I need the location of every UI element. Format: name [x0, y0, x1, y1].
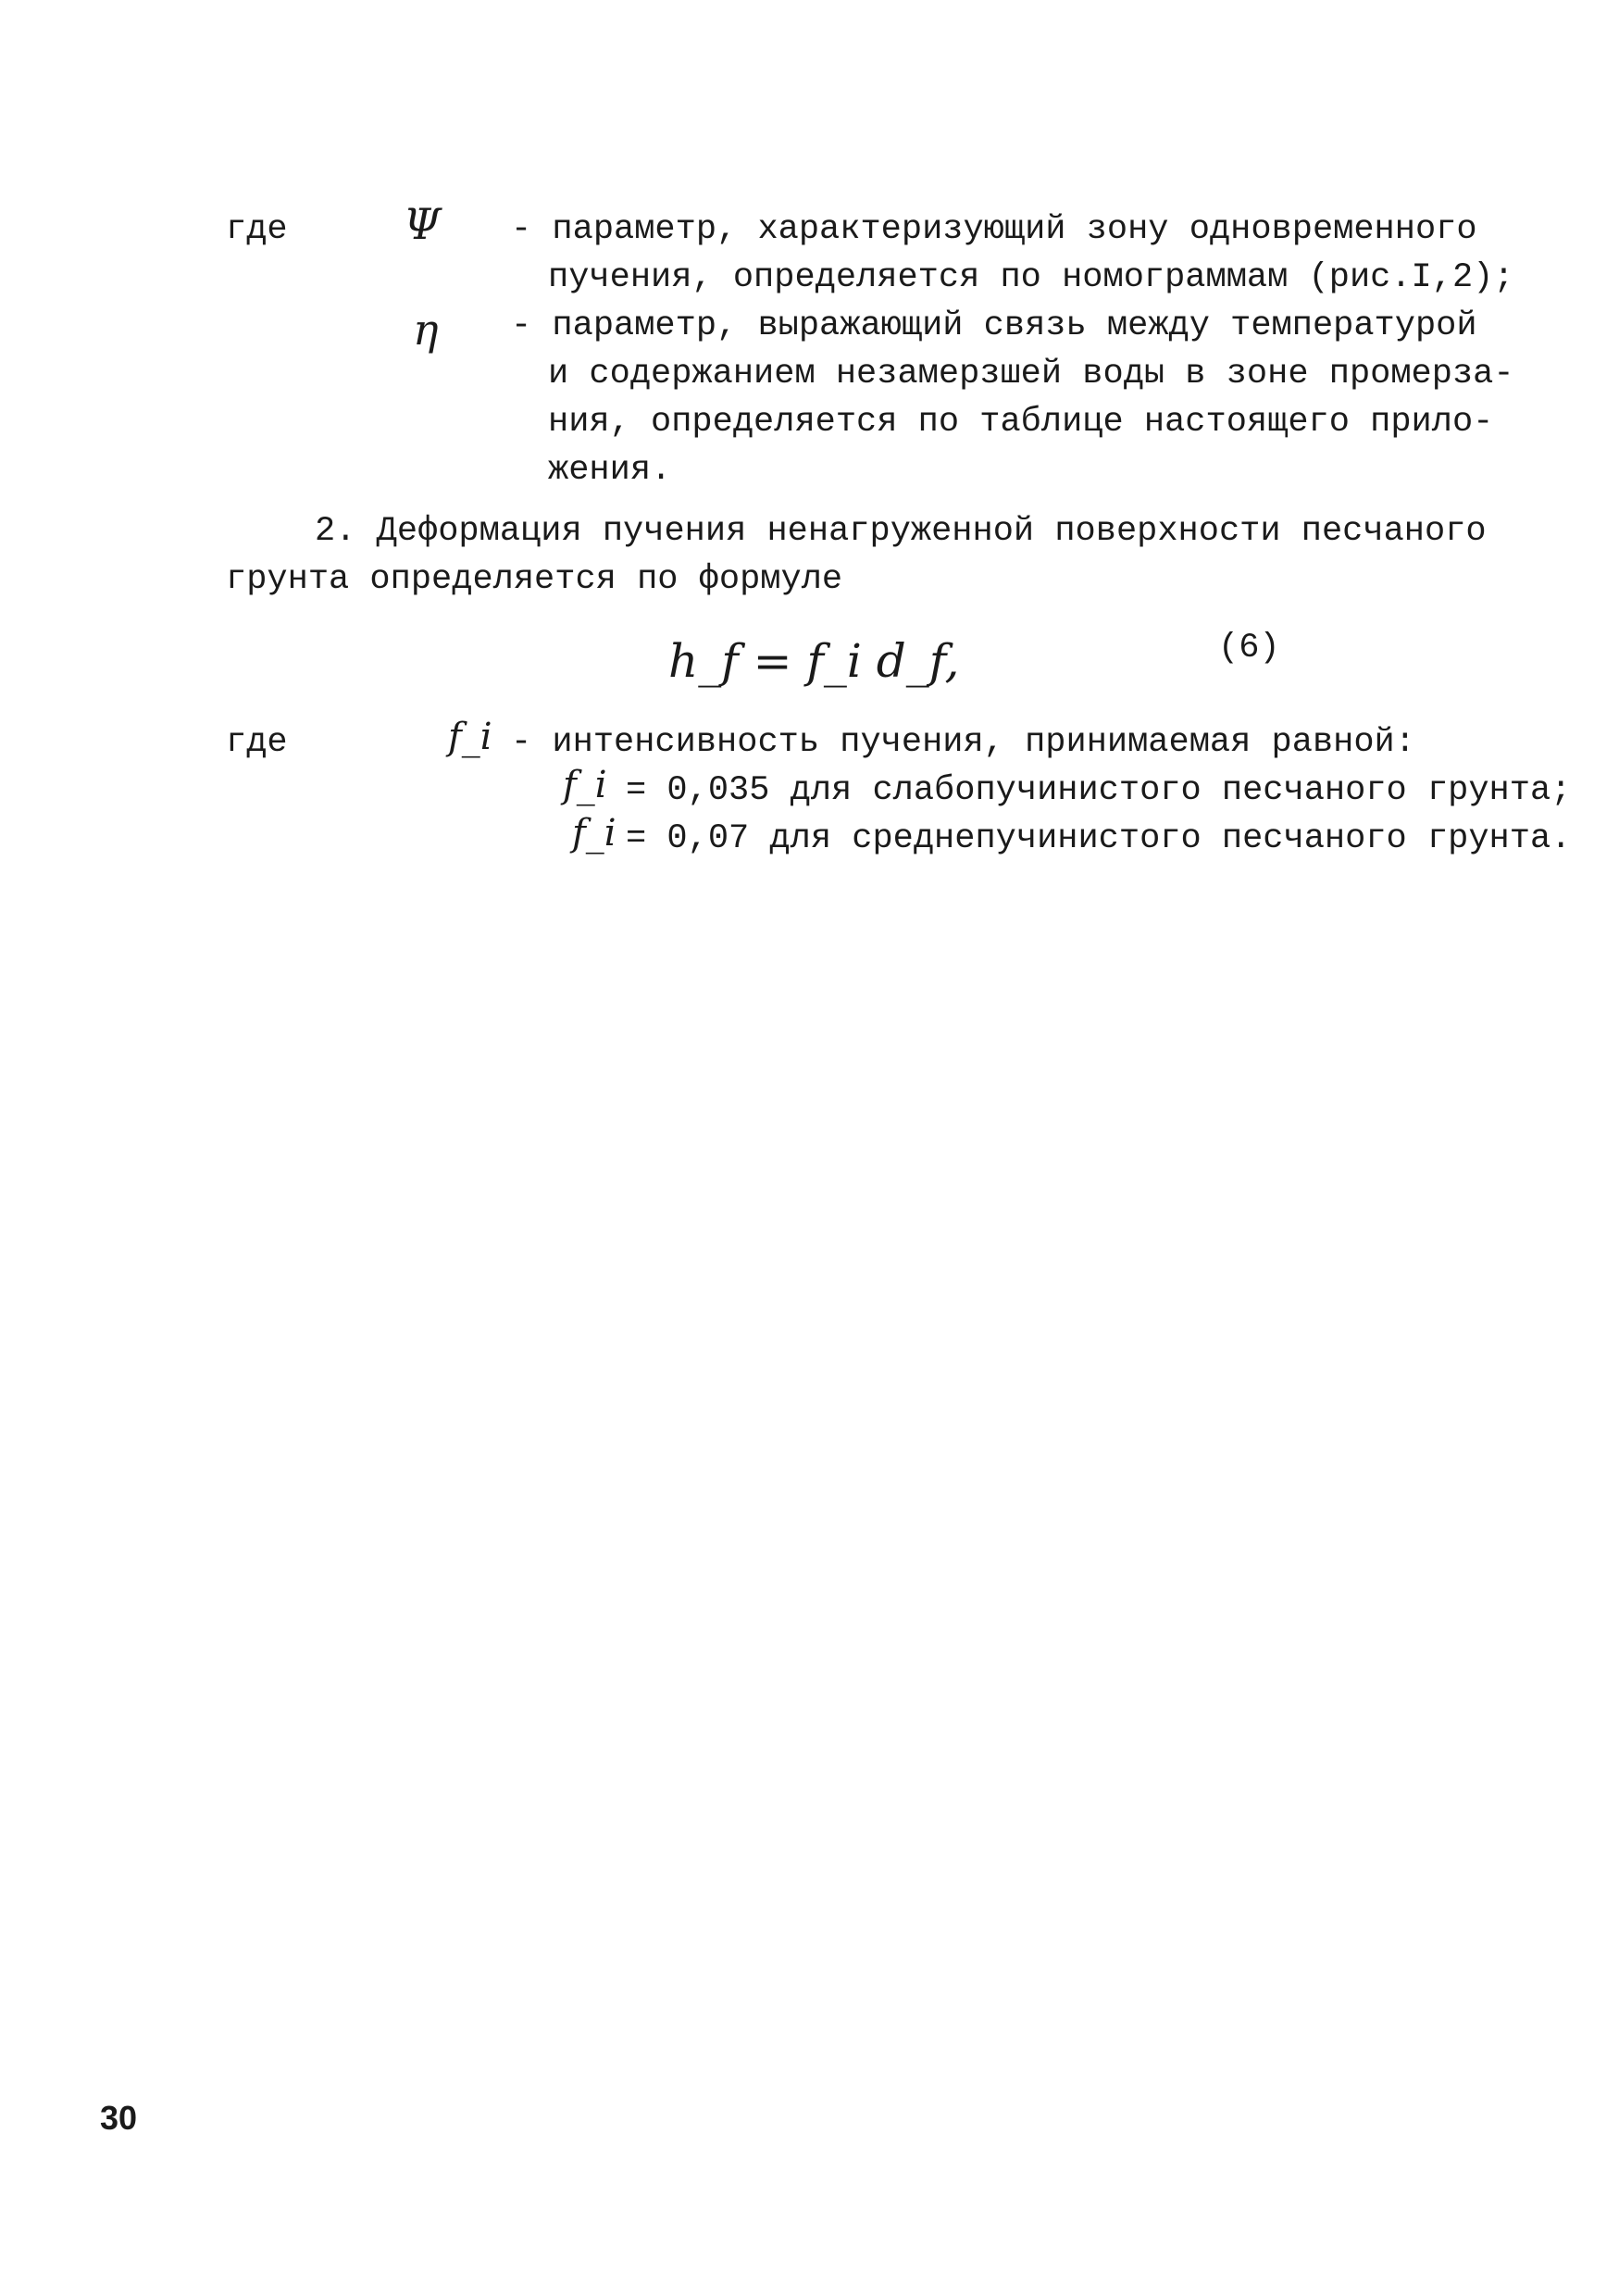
paragraph-line: 2. Деформация пучения ненагруженной поверхности песчаного — [315, 512, 1487, 551]
psi-definition-line: пучения, определяется по номограммам (рис.I,2); — [548, 258, 1514, 297]
fi-value-line: = 0,07 для среднепучинистого песчаного грунта. — [626, 819, 1572, 858]
eta-definition-line: жения. — [548, 451, 672, 490]
fi-value-line: = 0,035 для слабопучинистого песчаного грунта; — [626, 771, 1572, 810]
fi-symbol: f_i — [572, 812, 616, 855]
page-number: 30 — [100, 2099, 138, 2137]
where-label: где — [226, 210, 288, 249]
eta-definition — [511, 302, 1514, 494]
paragraph-line: грунта определяется по формуле — [226, 560, 843, 599]
eta-symbol: η — [413, 305, 439, 355]
psi-symbol: Ψ — [404, 199, 442, 249]
where-label: где — [226, 723, 288, 762]
eta-definition-line: и содержанием незамерзшей воды в зоне промерза- — [548, 355, 1514, 393]
paragraph-2 — [226, 507, 1487, 604]
formula-number: (6) — [1218, 629, 1280, 668]
eta-definition-line: ния, определяется по таблице настоящего прило- — [548, 403, 1494, 442]
eta-definition-line: - параметр, выражающий связь между температурой — [511, 306, 1477, 345]
fi-symbol: f_i — [563, 764, 607, 806]
fi-symbol: f_i — [448, 716, 492, 758]
formula-6: h_f = f_i d_f, — [668, 634, 960, 688]
psi-definition-line: - параметр, характеризующий зону одновременного — [511, 210, 1477, 249]
psi-definition — [511, 206, 1514, 302]
fi-definition: - интенсивность пучения, принимаемая равной: — [511, 723, 1415, 762]
